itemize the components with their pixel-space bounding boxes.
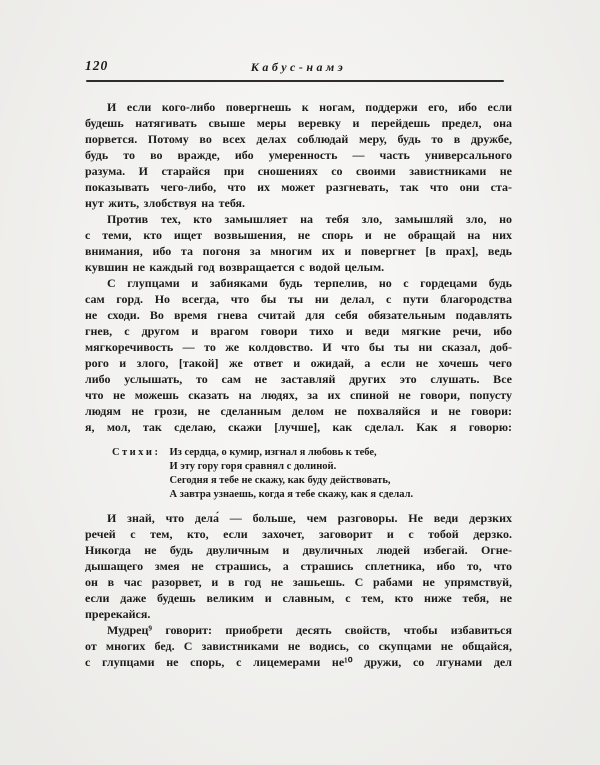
verse-label: Стихи: (112, 447, 161, 458)
text-line: он в час разорвет, и в год не зашьешь. С рабами не упрямствуй, (85, 575, 512, 589)
text-line: гнев, с другом и врагом говори тихо и веди мягкие речи, ибо (85, 324, 512, 338)
text-line: рого и злого, [такой] же ответ и ожидай, а если не хочешь чего (85, 356, 512, 370)
text-line: будешь натягивать свыше меры веревку и перейдешь предел, она (85, 116, 512, 130)
text-line: И если кого-либо повергнешь к ногам, поддержи его, ибо если (107, 100, 512, 114)
text-line: людям не грози, не сделанным делом не похваляйся и не говори: (85, 404, 512, 418)
text-line: нут жить, злобствуя на тебя. (85, 196, 246, 210)
text-line: порвется. Потому во всех делах соблюдай меру, будь то в дружбе, (85, 132, 512, 146)
text-line: я, мол, так сделаю, скажи [лучше], как сделал. Как я говорю: (85, 420, 512, 434)
text-line: внимания, ибо та погоня за многим их и повергнет [в прах], ведь (85, 244, 512, 258)
text-line: кувшин не каждый год возвращается с водой целым. (85, 260, 385, 274)
body-text-upper (85, 99, 512, 435)
text-line: с глупцами не спорь, с лицемерами не¹⁰ дружи, со лгунами дел (85, 655, 512, 669)
text-line: показывать чего-либо, что их может разгневать, так что они ста- (85, 180, 512, 194)
text-line: если даже будешь великим и славным, с тем, кто ниже тебя, не (85, 591, 512, 605)
verse-lines (169, 446, 413, 502)
text-line: разума. И старайся при сношениях со своими завистниками не (85, 164, 512, 178)
text-line: пререкайся. (85, 607, 151, 621)
verse-line: А завтра узнаешь, когда я тебе скажу, как я сделал. (169, 489, 414, 500)
header-rule (86, 80, 504, 82)
text-line: Никогда не будь двуличным и двуличных людей избегай. Огне- (85, 543, 512, 557)
text-line: сам горд. Но всегда, что бы ты ни делал, с пути благородства (85, 292, 512, 306)
text-line: Против тех, кто замышляет на тебя зло, замышляй зло, но (107, 212, 512, 226)
page-number: 120 (85, 58, 109, 73)
text-line: речей с тем, кто, если захочет, заговорит и с тобой дерзко. (85, 527, 512, 541)
text-line: либо услышать, то сам не заставляй других это слушать. Все (85, 372, 512, 386)
running-title: Кабус-намэ (250, 60, 347, 74)
text-line: Мудрец⁹ говорит: приобрети десять свойств, чтобы избавиться (107, 623, 512, 637)
verse-line: Из сердца, о кумир, изгнал я любовь к тебе, (169, 447, 377, 458)
verse-line: Сегодня я тебе не скажу, как буду действовать, (169, 475, 391, 486)
body-text-lower (85, 510, 512, 670)
text-line: И знай, что дела́ — больше, чем разговоры. Не веди дерзких (107, 511, 512, 525)
text-line: что не можешь сказать на людях, за их спиной не говори, попусту (85, 388, 512, 402)
page-header (85, 58, 512, 76)
text-line: не сходи. Во время гнева считай для себя обязательным подавлять (85, 308, 512, 322)
text-line: дышащего змея не страшись, а страшись сплетника, ибо то, что (85, 559, 512, 573)
text-line: С глупцами и забияками будь терпелив, но с гордецами будь (107, 276, 512, 290)
text-line: мягкоречивость — то же колдовство. И что бы ты ни сказал, доб- (85, 340, 512, 354)
text-line: от многих бед. С завистниками не водись, со скупцами не общайся, (85, 639, 512, 653)
verse-block (112, 446, 502, 502)
verse-line: И эту гору горя сравнял с долиной. (169, 461, 337, 472)
text-line: будь то во вражде, ибо умеренность — часть универсального (85, 148, 512, 162)
text-line: с теми, кто ищет возвышения, не спорь и не обращай на них (85, 228, 512, 242)
